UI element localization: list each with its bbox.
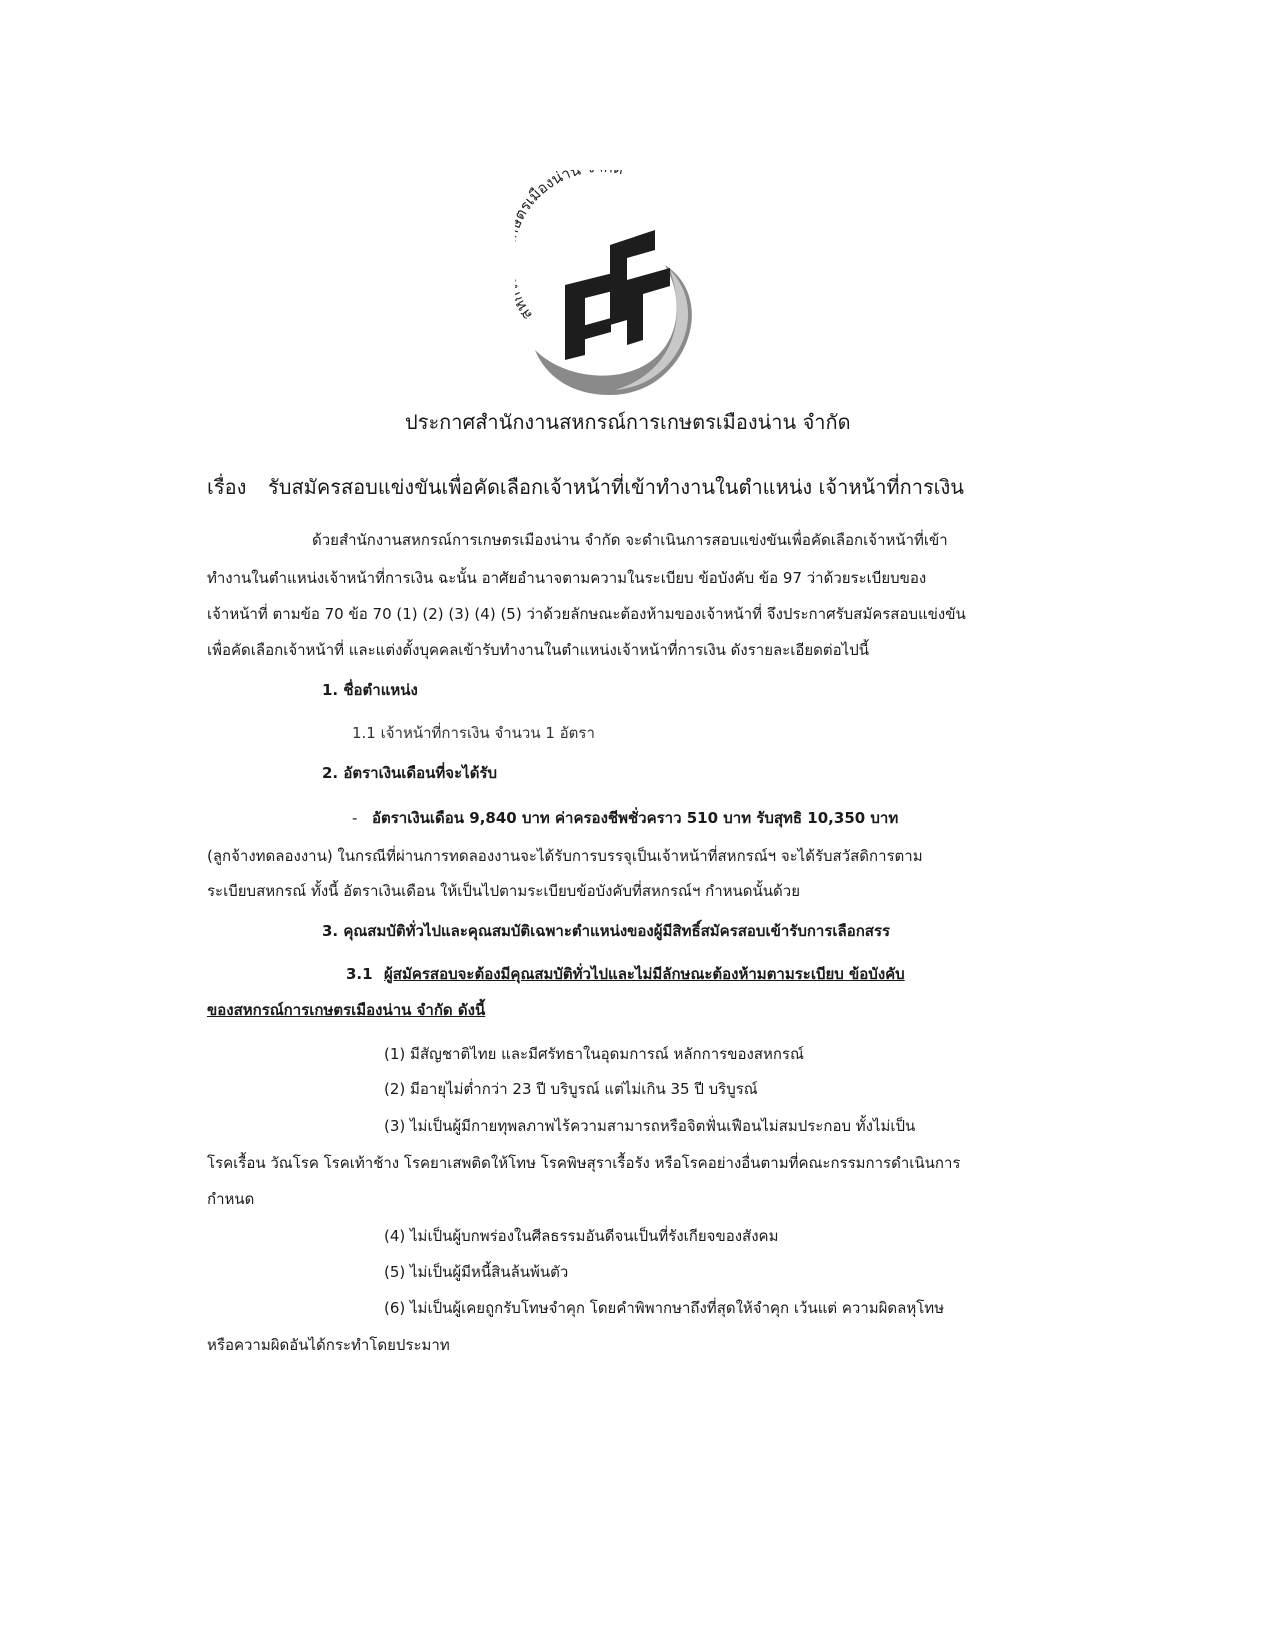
qualification-item-3-cont: โรคเรื้อน วัณโรค โรคเท้าช้าง โรคยาเสพติดให้โทษ โรคพิษสุราเรื้อรัง หรือโรคอย่างอื่นตามที่คณะกรรมการดำเนินการ bbox=[207, 1154, 961, 1172]
section-1-heading: 1. ชื่อตำแหน่ง bbox=[322, 681, 418, 699]
qualification-item-5: (5) ไม่เป็นผู้มีหนี้สินล้นพ้นตัว bbox=[384, 1263, 569, 1281]
subject-text: รับสมัครสอบแข่งขันเพื่อคัดเลือกเจ้าหน้าที่เข้าทำงานในตำแหน่ง เจ้าหน้าที่การเงิน bbox=[268, 475, 964, 499]
cooperative-logo bbox=[515, 170, 725, 405]
logo-arc-text: ส รเมืองน่าน bbox=[515, 170, 583, 324]
salary-line-3: ระเบียบสหกรณ์ ทั้งนี้ อัตราเงินเดือน ให้เป็นไปตามระเบียบข้อบังคับที่สหกรณ์ฯ กำหนดนั้นด้วย bbox=[207, 882, 800, 900]
section-3-heading: 3. คุณสมบัติทั่วไปและคุณสมบัติเฉพาะตำแหน่งของผู้มีสิทธิ์สมัครสอบเข้ารับการเลือกสรร bbox=[322, 922, 891, 940]
intro-line-4: เพื่อคัดเลือกเจ้าหน้าที่ และแต่งตั้งบุคคลเข้ารับทำงานในตำแหน่งเจ้าหน้าที่การเงิน ดังรายละเอียดต่อไปนี้ bbox=[207, 641, 869, 659]
salary-dash: - bbox=[352, 809, 358, 827]
qualification-item-4: (4) ไม่เป็นผู้บกพร่องในศีลธรรมอันดีจนเป็นที่รังเกียจของสังคม bbox=[384, 1227, 779, 1245]
qualification-item-6-cont: หรือความผิดอันได้กระทำโดยประมาท bbox=[207, 1336, 450, 1354]
subject-label: เรื่อง bbox=[207, 475, 247, 499]
section-3-1-line-2: ของสหกรณ์การเกษตรเมืองน่าน จำกัด ดังนี้ bbox=[207, 1001, 486, 1019]
intro-line-1: ด้วยสำนักงานสหกรณ์การเกษตรเมืองน่าน จำกัด จะดำเนินการสอบแข่งขันเพื่อคัดเลือกเจ้าหน้าที่เข้า bbox=[312, 531, 948, 549]
qualification-item-3-end: กำหนด bbox=[207, 1190, 255, 1208]
qualification-item-2: (2) มีอายุไม่ต่ำกว่า 23 ปี บริบูรณ์ แต่ไม่เกิน 35 ปี บริบูรณ์ bbox=[384, 1080, 758, 1098]
cooperative-logo-emblem bbox=[515, 170, 725, 405]
intro-line-3: เจ้าหน้าที่ ตามข้อ 70 ข้อ 70 (1) (2) (3) (4) (5) ว่าด้วยลักษณะต้องห้ามของเจ้าหน้าที่ จึงประกาศรับสมัครสอบแข่งขัน bbox=[207, 605, 966, 623]
document-title: ประกาศสำนักงานสหกรณ์การเกษตรเมืองน่าน จำกัด bbox=[405, 410, 851, 434]
qualification-item-3: (3) ไม่เป็นผู้มีกายทุพลภาพไร้ความสามารถหรือจิตฟั่นเฟือนไม่สมประกอบ ทั้งไม่เป็น bbox=[384, 1117, 916, 1135]
salary-line: อัตราเงินเดือน 9,840 บาท ค่าครองชีพชั่วคราว 510 บาท รับสุทธิ 10,350 บาท bbox=[372, 809, 899, 827]
section-1-item: 1.1 เจ้าหน้าที่การเงิน จำนวน 1 อัตรา bbox=[352, 724, 595, 742]
section-3-1-line-1: ผู้สมัครสอบจะต้องมีคุณสมบัติทั่วไปและไม่มีลักษณะต้องห้ามตามระเบียบ ข้อบังคับ bbox=[384, 965, 905, 983]
intro-line-2: ทำงานในตำแหน่งเจ้าหน้าที่การเงิน ฉะนั้น อาศัยอำนาจตามความในระเบียบ ข้อบังคับ ข้อ 97 ว่าด้วยระเบียบของ bbox=[207, 569, 927, 587]
qualification-item-1: (1) มีสัญชาติไทย และมีศรัทธาในอุดมการณ์ หลักการของสหกรณ์ bbox=[384, 1045, 804, 1063]
section-3-1-number: 3.1 bbox=[346, 965, 373, 983]
qualification-item-6: (6) ไม่เป็นผู้เคยถูกรับโทษจำคุก โดยคำพิพากษาถึงที่สุดให้จำคุก เว้นแต่ ความผิดลหุโทษ bbox=[384, 1299, 945, 1317]
section-2-heading: 2. อัตราเงินเดือนที่จะได้รับ bbox=[322, 764, 498, 782]
salary-line-2: (ลูกจ้างทดลองงาน) ในกรณีที่ผ่านการทดลองงานจะได้รับการบรรจุเป็นเจ้าหน้าที่สหกรณ์ฯ จะได้รับสวัสดิการตาม bbox=[207, 847, 923, 865]
